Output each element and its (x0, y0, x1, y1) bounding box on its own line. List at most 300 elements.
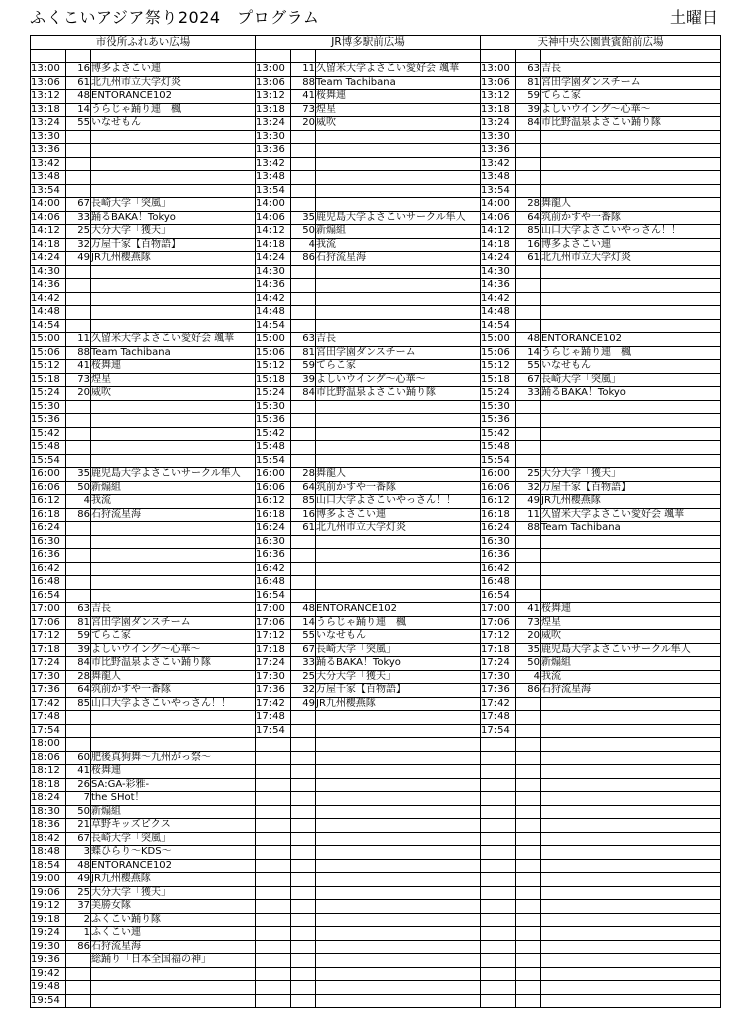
team-number-cell: 61 (516, 252, 541, 266)
schedule-row (31, 481, 721, 495)
schedule-row (31, 549, 721, 563)
team-number-cell: 50 (66, 481, 91, 495)
team-number-cell (66, 454, 91, 468)
time-cell: 13:00 (31, 63, 66, 77)
team-number-cell (291, 832, 316, 846)
time-cell: 14:00 (481, 198, 516, 212)
time-cell: 18:12 (31, 765, 66, 779)
team-number-cell (516, 549, 541, 563)
time-cell: 14:18 (256, 238, 291, 252)
team-name-cell (316, 994, 481, 1008)
team-number-cell: 16 (291, 508, 316, 522)
team-name-cell: Team Tachibana (316, 76, 481, 90)
team-number-cell (516, 292, 541, 306)
team-number-cell: 60 (66, 751, 91, 765)
team-name-cell: 新煽組 (91, 481, 256, 495)
team-name-cell: 煌星 (316, 103, 481, 117)
schedule-row (31, 454, 721, 468)
team-name-cell: 山口大学よさこいやっさん！！ (541, 225, 721, 239)
team-name-cell: 煌星 (541, 616, 721, 630)
team-name-cell (91, 576, 256, 590)
venue-header-1: 市役所ふれあい広場 (31, 36, 256, 50)
team-number-cell: 32 (291, 684, 316, 698)
team-name-cell (91, 157, 256, 171)
team-number-cell: 20 (291, 117, 316, 131)
schedule-row (31, 144, 721, 158)
team-number-cell: 4 (66, 495, 91, 509)
team-name-cell (91, 279, 256, 293)
team-number-cell (291, 981, 316, 995)
time-cell: 15:24 (31, 387, 66, 401)
team-number-cell (516, 724, 541, 738)
team-name-cell (316, 913, 481, 927)
team-name-cell (316, 859, 481, 873)
team-number-cell: 25 (516, 468, 541, 482)
time-cell: 17:00 (481, 603, 516, 617)
time-cell (256, 900, 291, 914)
schedule-row (31, 171, 721, 185)
team-number-cell: 33 (66, 211, 91, 225)
team-number-cell: 86 (516, 684, 541, 698)
team-number-cell (516, 994, 541, 1008)
time-cell: 13:24 (256, 117, 291, 131)
team-number-cell (291, 265, 316, 279)
team-name-cell (316, 954, 481, 968)
team-name-cell: 我流 (541, 670, 721, 684)
team-number-cell (516, 414, 541, 428)
team-name-cell (91, 130, 256, 144)
team-name-cell: 舞龍人 (541, 198, 721, 212)
team-number-cell (516, 886, 541, 900)
team-name-cell (316, 765, 481, 779)
schedule-row (31, 913, 721, 927)
team-number-cell: 86 (66, 508, 91, 522)
time-cell: 17:54 (31, 724, 66, 738)
team-name-cell (541, 724, 721, 738)
team-name-cell (91, 724, 256, 738)
team-number-cell: 21 (66, 819, 91, 833)
team-name-cell (541, 859, 721, 873)
time-cell: 14:54 (31, 319, 66, 333)
time-cell (481, 751, 516, 765)
team-number-cell: 26 (66, 778, 91, 792)
team-name-cell: 桜舞連 (541, 603, 721, 617)
team-name-cell (541, 535, 721, 549)
team-name-cell: 長崎大学「突風」 (91, 832, 256, 846)
time-cell (481, 805, 516, 819)
time-cell: 16:42 (31, 562, 66, 576)
team-number-cell: 33 (291, 657, 316, 671)
team-name-cell: 威吹 (541, 630, 721, 644)
time-cell: 17:48 (481, 711, 516, 725)
team-name-cell: 長崎大学「突風」 (91, 198, 256, 212)
team-name-cell: てらこ家 (91, 630, 256, 644)
team-name-cell (316, 535, 481, 549)
time-cell: 14:42 (481, 292, 516, 306)
schedule-row (31, 252, 721, 266)
team-name-cell (91, 522, 256, 536)
time-cell: 15:42 (256, 427, 291, 441)
time-cell: 13:24 (481, 117, 516, 131)
team-number-cell (291, 940, 316, 954)
time-cell: 15:00 (31, 333, 66, 347)
time-cell: 16:36 (481, 549, 516, 563)
time-cell: 15:48 (31, 441, 66, 455)
team-name-cell (541, 913, 721, 927)
team-number-cell: 50 (291, 225, 316, 239)
time-cell (256, 846, 291, 860)
time-cell: 14:00 (256, 198, 291, 212)
team-number-cell: 55 (516, 360, 541, 374)
team-name-cell (316, 967, 481, 981)
time-cell (481, 940, 516, 954)
team-name-cell (541, 306, 721, 320)
team-number-cell (291, 535, 316, 549)
time-cell (256, 927, 291, 941)
time-cell: 13:48 (31, 171, 66, 185)
team-number-cell (291, 913, 316, 927)
time-cell: 13:30 (31, 130, 66, 144)
day-label: 土曜日 (669, 8, 718, 27)
team-number-cell: 48 (66, 90, 91, 104)
schedule-row (31, 130, 721, 144)
team-name-cell: 桜舞連 (91, 360, 256, 374)
time-cell (481, 792, 516, 806)
team-number-cell: 84 (291, 387, 316, 401)
team-number-cell (516, 981, 541, 995)
team-name-cell: いなせもん (316, 630, 481, 644)
team-name-cell (541, 454, 721, 468)
team-number-cell (66, 576, 91, 590)
venue-header-3: 天神中央公園貴賓館前広場 (481, 36, 721, 50)
team-name-cell: JR九州櫻燕隊 (91, 252, 256, 266)
time-cell: 15:48 (256, 441, 291, 455)
schedule-row (31, 940, 721, 954)
team-name-cell: うらじゃ踊り連 楓 (541, 346, 721, 360)
team-name-cell: うらじゃ踊り連 楓 (91, 103, 256, 117)
time-cell: 19:00 (31, 873, 66, 887)
team-name-cell: 久留米大学よさこい愛好会 颯華 (541, 508, 721, 522)
time-cell: 16:06 (256, 481, 291, 495)
team-name-cell (91, 319, 256, 333)
time-cell: 15:42 (31, 427, 66, 441)
team-number-cell (66, 427, 91, 441)
schedule-row (31, 198, 721, 212)
time-cell: 16:48 (256, 576, 291, 590)
team-number-cell (291, 967, 316, 981)
team-name-cell (541, 400, 721, 414)
schedule-row (31, 994, 721, 1008)
page-title: ふくこいアジア祭り2024 プログラム (30, 8, 320, 27)
team-number-cell (516, 589, 541, 603)
team-number-cell: 16 (516, 238, 541, 252)
team-number-cell: 67 (66, 198, 91, 212)
schedule-row (31, 441, 721, 455)
time-cell (256, 805, 291, 819)
time-cell: 13:12 (31, 90, 66, 104)
time-cell (481, 967, 516, 981)
team-number-cell (291, 994, 316, 1008)
time-cell: 19:12 (31, 900, 66, 914)
time-cell: 15:06 (256, 346, 291, 360)
team-number-cell (66, 414, 91, 428)
team-number-cell (66, 400, 91, 414)
schedule-row (31, 697, 721, 711)
time-cell: 13:18 (481, 103, 516, 117)
team-name-cell: 我流 (316, 238, 481, 252)
team-number-cell: 64 (516, 211, 541, 225)
team-number-cell: 11 (291, 63, 316, 77)
team-name-cell: ENTORANCE102 (91, 859, 256, 873)
team-name-cell (316, 427, 481, 441)
team-number-cell: 88 (516, 522, 541, 536)
team-name-cell: 石狩流星海 (91, 940, 256, 954)
team-number-cell: 64 (291, 481, 316, 495)
team-name-cell (541, 562, 721, 576)
time-cell: 17:06 (31, 616, 66, 630)
team-name-cell: 大分大学「獲天」 (541, 468, 721, 482)
time-cell: 15:30 (256, 400, 291, 414)
team-number-cell (516, 306, 541, 320)
team-number-cell (291, 414, 316, 428)
team-number-cell: 59 (291, 360, 316, 374)
team-name-cell: 久留米大学よさこい愛好会 颯華 (316, 63, 481, 77)
time-cell: 19:18 (31, 913, 66, 927)
time-cell: 16:18 (481, 508, 516, 522)
team-number-cell: 85 (66, 697, 91, 711)
team-number-cell: 49 (66, 873, 91, 887)
team-name-cell (316, 751, 481, 765)
time-cell: 15:12 (31, 360, 66, 374)
team-number-cell (291, 751, 316, 765)
team-name-cell (316, 265, 481, 279)
time-cell: 18:30 (31, 805, 66, 819)
time-cell: 14:36 (256, 279, 291, 293)
spacer-cell (291, 49, 316, 63)
team-number-cell: 25 (291, 670, 316, 684)
time-cell (481, 954, 516, 968)
team-name-cell: the SHot！ (91, 792, 256, 806)
team-name-cell (541, 576, 721, 590)
schedule-row (31, 589, 721, 603)
team-name-cell (316, 198, 481, 212)
team-name-cell: 踊るBAKA！Tokyo (91, 211, 256, 225)
team-name-cell (541, 940, 721, 954)
team-number-cell: 14 (516, 346, 541, 360)
team-number-cell: 3 (66, 846, 91, 860)
team-name-cell (316, 130, 481, 144)
team-name-cell: 草野キッズピクス (91, 819, 256, 833)
schedule-row (31, 967, 721, 981)
team-name-cell (541, 886, 721, 900)
team-number-cell: 64 (66, 684, 91, 698)
team-name-cell (91, 589, 256, 603)
team-number-cell (291, 279, 316, 293)
time-cell (481, 873, 516, 887)
team-number-cell (516, 913, 541, 927)
team-name-cell: 総踊り「日本全国福の神」 (91, 954, 256, 968)
time-cell: 18:24 (31, 792, 66, 806)
team-number-cell: 4 (291, 238, 316, 252)
time-cell (481, 994, 516, 1008)
team-name-cell (541, 427, 721, 441)
schedule-row (31, 373, 721, 387)
time-cell: 17:36 (31, 684, 66, 698)
schedule-row (31, 873, 721, 887)
team-number-cell: 16 (66, 63, 91, 77)
time-cell: 13:42 (256, 157, 291, 171)
time-cell: 16:36 (256, 549, 291, 563)
team-number-cell (516, 832, 541, 846)
team-number-cell: 48 (291, 603, 316, 617)
team-name-cell: 宮田学園ダンスチーム (316, 346, 481, 360)
time-cell: 16:54 (256, 589, 291, 603)
time-cell: 14:18 (481, 238, 516, 252)
team-name-cell (91, 414, 256, 428)
time-cell: 18:42 (31, 832, 66, 846)
time-cell: 15:54 (256, 454, 291, 468)
team-number-cell: 41 (66, 765, 91, 779)
team-number-cell (66, 265, 91, 279)
team-number-cell (66, 738, 91, 752)
team-number-cell: 81 (516, 76, 541, 90)
team-name-cell: 博多よさこい連 (541, 238, 721, 252)
time-cell: 17:18 (256, 643, 291, 657)
team-name-cell (541, 805, 721, 819)
team-number-cell: 28 (291, 468, 316, 482)
team-name-cell (91, 400, 256, 414)
team-number-cell: 25 (66, 225, 91, 239)
team-number-cell: 88 (291, 76, 316, 90)
time-cell (481, 900, 516, 914)
team-number-cell: 35 (516, 643, 541, 657)
time-cell (256, 832, 291, 846)
team-number-cell: 25 (66, 886, 91, 900)
schedule-row (31, 630, 721, 644)
team-number-cell (66, 994, 91, 1008)
time-cell: 14:48 (256, 306, 291, 320)
team-name-cell (91, 265, 256, 279)
team-number-cell (291, 427, 316, 441)
team-number-cell (66, 562, 91, 576)
team-name-cell (316, 562, 481, 576)
time-cell: 16:54 (481, 589, 516, 603)
team-name-cell: JR九州櫻燕隊 (316, 697, 481, 711)
team-number-cell (516, 738, 541, 752)
time-cell: 14:36 (481, 279, 516, 293)
team-name-cell (541, 967, 721, 981)
team-number-cell (291, 711, 316, 725)
time-cell: 13:18 (31, 103, 66, 117)
time-cell: 19:06 (31, 886, 66, 900)
team-name-cell (91, 981, 256, 995)
team-name-cell (541, 184, 721, 198)
team-number-cell: 59 (516, 90, 541, 104)
team-number-cell (66, 967, 91, 981)
team-number-cell (291, 873, 316, 887)
team-name-cell: ふくこい連 (91, 927, 256, 941)
time-cell (256, 913, 291, 927)
team-name-cell (316, 549, 481, 563)
team-number-cell (291, 549, 316, 563)
team-name-cell: 宮田学園ダンスチーム (541, 76, 721, 90)
team-name-cell: 吉長 (91, 603, 256, 617)
team-number-cell (516, 171, 541, 185)
team-number-cell (516, 130, 541, 144)
team-number-cell (66, 171, 91, 185)
time-cell (481, 765, 516, 779)
schedule-row (31, 292, 721, 306)
team-number-cell (66, 589, 91, 603)
team-name-cell: 筑前かすや一番隊 (91, 684, 256, 698)
team-number-cell (516, 967, 541, 981)
time-cell: 16:18 (31, 508, 66, 522)
team-number-cell (66, 535, 91, 549)
team-number-cell (516, 846, 541, 860)
schedule-row (31, 90, 721, 104)
team-number-cell (516, 792, 541, 806)
schedule-body (31, 49, 721, 1008)
schedule-row (31, 643, 721, 657)
team-number-cell: 41 (66, 360, 91, 374)
team-number-cell: 35 (291, 211, 316, 225)
team-number-cell (291, 927, 316, 941)
team-number-cell (516, 454, 541, 468)
schedule-row (31, 117, 721, 131)
time-cell: 13:12 (256, 90, 291, 104)
schedule-row (31, 360, 721, 374)
team-number-cell (66, 724, 91, 738)
time-cell: 14:12 (256, 225, 291, 239)
time-cell: 16:24 (31, 522, 66, 536)
team-number-cell: 85 (516, 225, 541, 239)
time-cell: 15:00 (256, 333, 291, 347)
time-cell: 17:30 (481, 670, 516, 684)
time-cell: 18:48 (31, 846, 66, 860)
team-number-cell: 67 (66, 832, 91, 846)
time-cell: 17:00 (31, 603, 66, 617)
team-number-cell (516, 157, 541, 171)
time-cell: 14:12 (31, 225, 66, 239)
time-cell (256, 792, 291, 806)
team-name-cell (91, 738, 256, 752)
team-name-cell: うらじゃ踊り連 楓 (316, 616, 481, 630)
team-name-cell (541, 954, 721, 968)
team-name-cell: 舞龍人 (91, 670, 256, 684)
team-name-cell (316, 414, 481, 428)
time-cell: 13:42 (481, 157, 516, 171)
team-name-cell (91, 967, 256, 981)
team-name-cell (541, 711, 721, 725)
schedule-row (31, 778, 721, 792)
time-cell: 19:54 (31, 994, 66, 1008)
time-cell: 13:12 (481, 90, 516, 104)
time-cell: 14:24 (481, 252, 516, 266)
team-number-cell: 39 (291, 373, 316, 387)
team-name-cell (541, 157, 721, 171)
team-number-cell (516, 697, 541, 711)
time-cell (481, 832, 516, 846)
time-cell: 19:42 (31, 967, 66, 981)
team-name-cell: 吉長 (541, 63, 721, 77)
schedule-row (31, 63, 721, 77)
team-name-cell (541, 819, 721, 833)
time-cell: 15:24 (481, 387, 516, 401)
schedule-row (31, 103, 721, 117)
schedule-row (31, 211, 721, 225)
team-name-cell (91, 549, 256, 563)
team-name-cell: よしいウイング～心華～ (91, 643, 256, 657)
